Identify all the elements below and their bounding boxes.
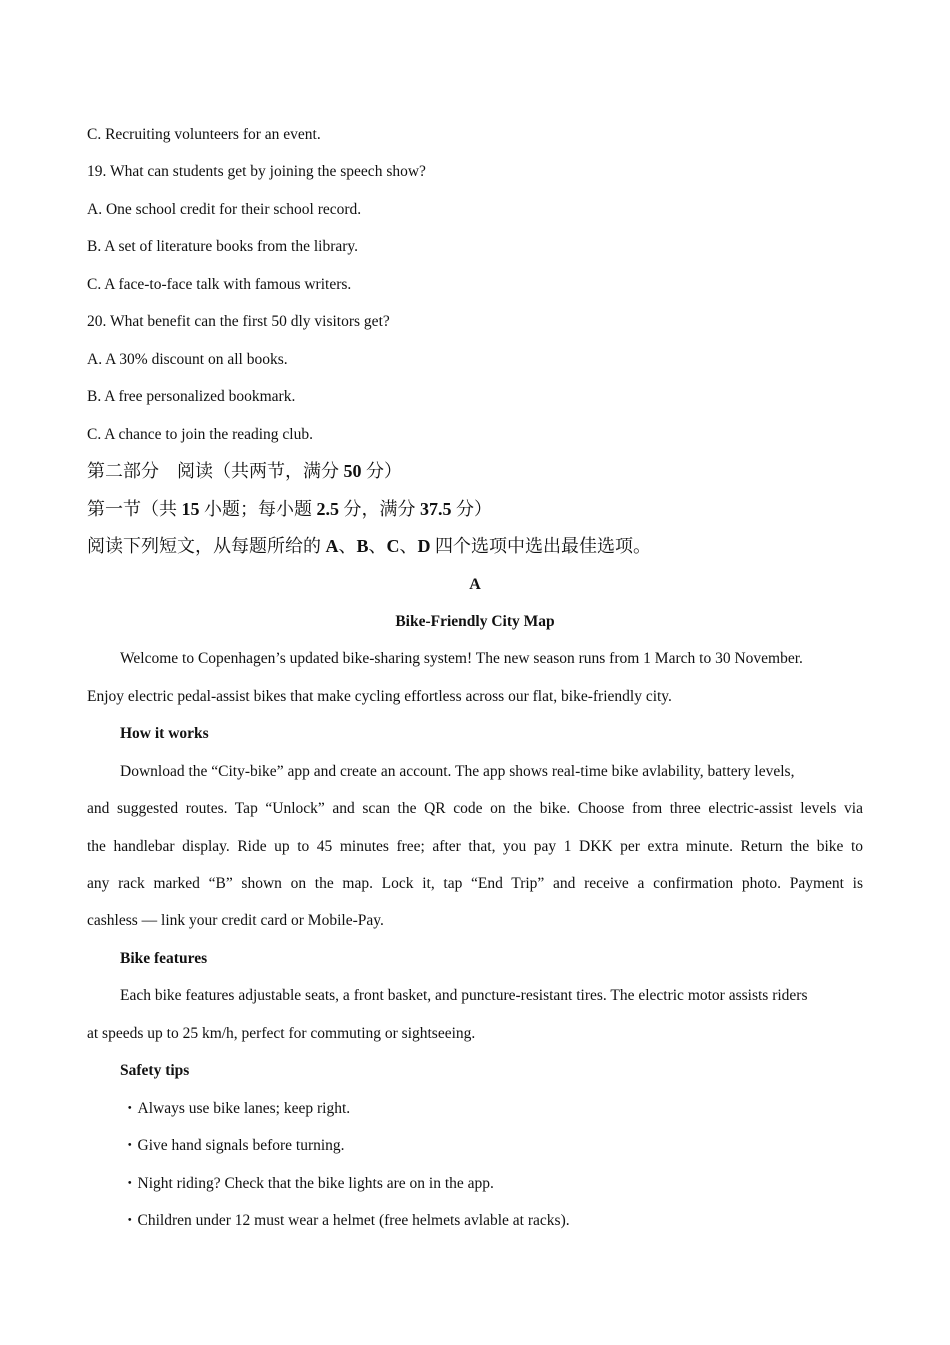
how-line-3: the handlebar display. Ride up to 45 minutes free; after that, you pay 1 DKK per extra minute. Return the bike to — [87, 838, 863, 855]
passage-letter: A — [469, 576, 481, 593]
q20-option-c: C. A chance to join the reading club. — [87, 426, 313, 443]
intro-line-1: Welcome to Copenhagen’s updated bike-sharing system! The new season runs from 1 March to 30 November. — [120, 650, 803, 667]
features-line-2: at speeds up to 25 km/h, perfect for commuting or sightseeing. — [87, 1025, 476, 1042]
bike-features-heading: Bike features — [120, 950, 208, 967]
safety-tip: ・Always use bike lanes; keep right. — [122, 1100, 351, 1117]
intro-line-2: Enjoy electric pedal-assist bikes that make cycling effortless across our flat, bike-friendly city. — [87, 688, 672, 705]
q20-option-a: A. A 30% discount on all books. — [87, 351, 288, 368]
passage-title: Bike-Friendly City Map — [395, 613, 555, 630]
how-it-works-heading: How it works — [120, 725, 209, 742]
how-line-2: and suggested routes. Tap “Unlock” and scan the QR code on the bike. Choose from three electric-assist levels via — [87, 800, 863, 817]
part2-title: 第二部分 阅读（共两节，满分 50 分） — [87, 461, 402, 481]
safety-tip: ・Give hand signals before turning. — [122, 1137, 345, 1154]
how-line-4: any rack marked “B” shown on the map. Lock it, tap “End Trip” and receive a confirmation photo. Payment is — [87, 875, 863, 892]
reading-instructions: 阅读下列短文，从每题所给的 A、B、C、D 四个选项中选出最佳选项。 — [87, 536, 652, 556]
safety-tip: ・Night riding? Check that the bike lights are on in the app. — [122, 1175, 494, 1192]
q19-option-b: B. A set of literature books from the library. — [87, 238, 359, 255]
q20-question: 20. What benefit can the first 50 dly visitors get? — [87, 313, 390, 330]
safety-tips-heading: Safety tips — [120, 1062, 190, 1079]
how-line-1: Download the “City-bike” app and create an account. The app shows real-time bike avlability, battery levels, — [120, 763, 795, 780]
section1-title: 第一节（共 15 小题；每小题 2.5 分，满分 37.5 分） — [87, 499, 492, 519]
q19-option-a: A. One school credit for their school record. — [87, 201, 362, 218]
q19-option-c: C. A face-to-face talk with famous writers. — [87, 276, 352, 293]
q18-option-c: C. Recruiting volunteers for an event. — [87, 126, 321, 143]
features-line-1: Each bike features adjustable seats, a front basket, and puncture-resistant tires. The electric motor assists riders — [120, 987, 808, 1004]
safety-tip: ・Children under 12 must wear a helmet (free helmets avlable at racks). — [122, 1212, 570, 1229]
how-line-5: cashless — link your credit card or Mobile-Pay. — [87, 912, 384, 929]
q19-question: 19. What can students get by joining the speech show? — [87, 163, 426, 180]
q20-option-b: B. A free personalized bookmark. — [87, 388, 296, 405]
